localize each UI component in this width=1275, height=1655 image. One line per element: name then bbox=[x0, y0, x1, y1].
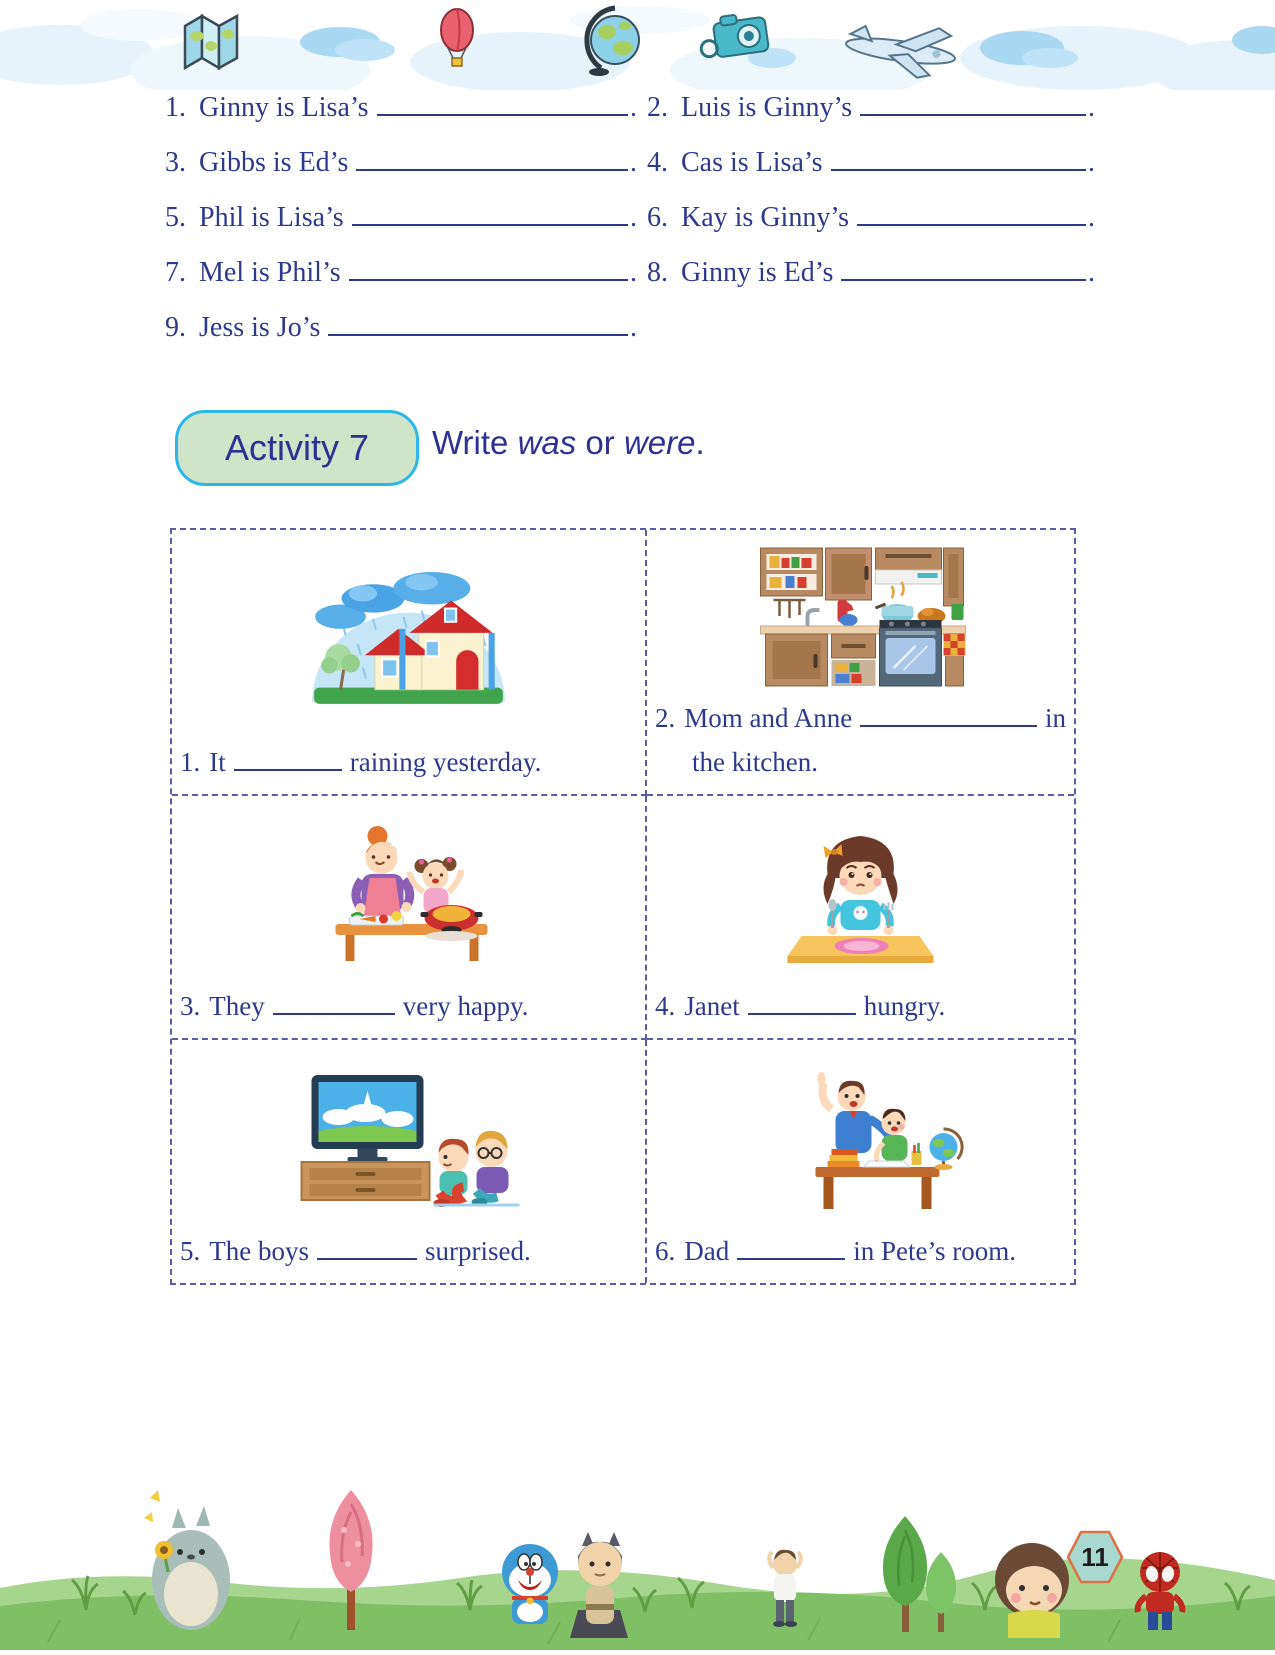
page-number: 11 bbox=[1081, 1542, 1109, 1572]
exercise-item-6 bbox=[647, 200, 1095, 234]
sentence-after: hungry. bbox=[863, 991, 946, 1021]
answer-blank bbox=[356, 145, 628, 171]
item-period: . bbox=[630, 92, 637, 123]
item-number: 4. bbox=[647, 147, 668, 178]
cell-2-line-2: the kitchen. bbox=[692, 747, 818, 777]
item-text: Ginny is Lisa’s bbox=[199, 92, 369, 123]
kitchen-image bbox=[743, 542, 978, 692]
exercise-row bbox=[165, 90, 1095, 124]
dad-and-son-illustration bbox=[655, 1048, 1066, 1229]
activity-7-badge bbox=[175, 410, 419, 486]
item-period: . bbox=[1088, 92, 1095, 123]
cooking-image bbox=[291, 820, 526, 968]
grid-cell-2 bbox=[647, 530, 1074, 796]
answer-blank bbox=[737, 1236, 845, 1260]
answer-blank bbox=[377, 90, 628, 116]
grid-cell-6 bbox=[647, 1040, 1074, 1283]
answer-blank bbox=[273, 991, 395, 1015]
sentence-number: 2. bbox=[655, 703, 676, 733]
item-text: Jess is Jo’s bbox=[199, 312, 321, 343]
sentence-number: 5. bbox=[180, 1236, 201, 1266]
grid-cell-3 bbox=[172, 796, 647, 1040]
exercise-item-5 bbox=[165, 200, 637, 234]
rainy-house-image bbox=[301, 568, 516, 710]
hungry-girl-image bbox=[743, 820, 978, 968]
item-number: 5. bbox=[165, 202, 186, 233]
item-period: . bbox=[1088, 147, 1095, 178]
cell-2-sentence bbox=[655, 696, 1066, 784]
instruction-text: Write bbox=[432, 424, 518, 461]
rainy-house-illustration bbox=[180, 538, 637, 740]
son-figure bbox=[876, 1108, 908, 1164]
item-text: Luis is Ginny’s bbox=[681, 92, 853, 123]
item-period: . bbox=[1088, 202, 1095, 233]
activity-label: Activity 7 bbox=[224, 427, 370, 468]
item-period: . bbox=[630, 202, 637, 233]
exercise-row bbox=[165, 310, 1095, 344]
exercise-item-4 bbox=[647, 145, 1095, 179]
tv-cabinet bbox=[302, 1162, 430, 1200]
item-number: 3. bbox=[165, 147, 186, 178]
sentence-number: 4. bbox=[655, 991, 676, 1021]
item-period: . bbox=[1088, 257, 1095, 288]
red-pot bbox=[421, 905, 483, 941]
grid-cell-1 bbox=[172, 530, 647, 796]
boy-blond-glasses bbox=[472, 1130, 509, 1205]
activity-instruction bbox=[432, 424, 705, 462]
family-relations-exercise bbox=[165, 90, 1095, 365]
television bbox=[312, 1075, 424, 1162]
sentence-before: The boys bbox=[209, 1236, 309, 1266]
item-text: Phil is Lisa’s bbox=[199, 202, 344, 233]
hungry-girl-illustration bbox=[655, 804, 1066, 984]
sentence-after: very happy. bbox=[402, 991, 529, 1021]
item-period: . bbox=[630, 312, 637, 343]
oven bbox=[880, 620, 942, 686]
exercise-row bbox=[165, 255, 1095, 289]
grid-cell-4 bbox=[647, 796, 1074, 1040]
answer-blank bbox=[328, 310, 628, 336]
cell-4-sentence bbox=[655, 984, 1066, 1028]
clouds-band bbox=[0, 0, 1275, 90]
item-text: Mel is Phil’s bbox=[199, 257, 341, 288]
dad-figure bbox=[818, 1072, 890, 1153]
answer-blank bbox=[857, 200, 1086, 226]
instruction-text: . bbox=[695, 424, 705, 461]
mom-figure bbox=[356, 826, 412, 918]
answer-blank bbox=[349, 255, 628, 281]
globe bbox=[930, 1128, 963, 1169]
girl-figure bbox=[824, 836, 898, 935]
answer-blank bbox=[831, 145, 1086, 171]
answer-blank bbox=[841, 255, 1086, 281]
cell-2-line-1 bbox=[655, 696, 1066, 740]
item-period: . bbox=[630, 257, 637, 288]
exercise-item-1 bbox=[165, 90, 637, 124]
sentence-before: Mom and Anne bbox=[684, 703, 853, 733]
item-number: 8. bbox=[647, 257, 668, 288]
was-were-exercise-grid bbox=[170, 528, 1076, 1285]
sentence-number: 1. bbox=[180, 747, 201, 777]
mixer bbox=[838, 600, 858, 626]
cell-3-sentence bbox=[180, 984, 637, 1028]
table-with-plate bbox=[788, 936, 934, 963]
item-text: Gibbs is Ed’s bbox=[199, 147, 349, 178]
sentence-after: surprised. bbox=[424, 1236, 531, 1266]
top-decoration-band bbox=[0, 0, 1275, 90]
tv-image bbox=[291, 1065, 526, 1213]
instruction-text: or bbox=[576, 424, 624, 461]
boys-watching-tv-illustration bbox=[180, 1048, 637, 1229]
item-number: 9. bbox=[165, 312, 186, 343]
item-number: 1. bbox=[165, 92, 186, 123]
cell-5-sentence bbox=[180, 1229, 637, 1273]
page-number-badge bbox=[1066, 1530, 1124, 1584]
map-icon bbox=[185, 16, 237, 68]
sentence-number: 3. bbox=[180, 991, 201, 1021]
hexagon-badge bbox=[1066, 1530, 1124, 1584]
sentence-before: They bbox=[209, 991, 265, 1021]
sentence-after: in bbox=[1044, 703, 1066, 733]
checkered-towel bbox=[944, 634, 966, 656]
answer-blank bbox=[317, 1236, 417, 1260]
instruction-word-were: were bbox=[623, 424, 696, 461]
item-number: 2. bbox=[647, 92, 668, 123]
cell-6-sentence bbox=[655, 1229, 1066, 1273]
item-number: 7. bbox=[165, 257, 186, 288]
exercise-item-8 bbox=[647, 255, 1095, 289]
sentence-after: in Pete’s room. bbox=[853, 1236, 1016, 1266]
exercise-row bbox=[165, 200, 1095, 234]
cell-1-sentence bbox=[180, 740, 637, 784]
answer-blank bbox=[234, 747, 342, 771]
answer-blank bbox=[748, 991, 856, 1015]
item-number: 6. bbox=[647, 202, 668, 233]
exercise-item-3 bbox=[165, 145, 637, 179]
sentence-before: Janet bbox=[684, 991, 740, 1021]
item-text: Kay is Ginny’s bbox=[681, 202, 849, 233]
instruction-word-was: was bbox=[517, 424, 577, 461]
cooking-illustration bbox=[180, 804, 637, 984]
exercise-item-2 bbox=[647, 90, 1095, 124]
exercise-item-9 bbox=[165, 310, 637, 344]
item-text: Cas is Lisa’s bbox=[681, 147, 823, 178]
exercise-item-7 bbox=[165, 255, 637, 289]
grid-cell-5 bbox=[172, 1040, 647, 1283]
steaming-pot bbox=[876, 582, 914, 624]
answer-blank bbox=[352, 200, 628, 226]
answer-blank bbox=[860, 703, 1037, 727]
sentence-after: raining yesterday. bbox=[349, 747, 542, 777]
item-period: . bbox=[630, 147, 637, 178]
sentence-before: Dad bbox=[684, 1236, 730, 1266]
sentence-number: 6. bbox=[655, 1236, 676, 1266]
kitchen-illustration bbox=[655, 538, 1066, 696]
exercise-row bbox=[165, 145, 1095, 179]
sentence-before: It bbox=[209, 747, 226, 777]
answer-blank bbox=[860, 90, 1086, 116]
item-text: Ginny is Ed’s bbox=[681, 257, 834, 288]
dad-son-image bbox=[743, 1065, 978, 1213]
boy-red-hair bbox=[434, 1138, 469, 1206]
